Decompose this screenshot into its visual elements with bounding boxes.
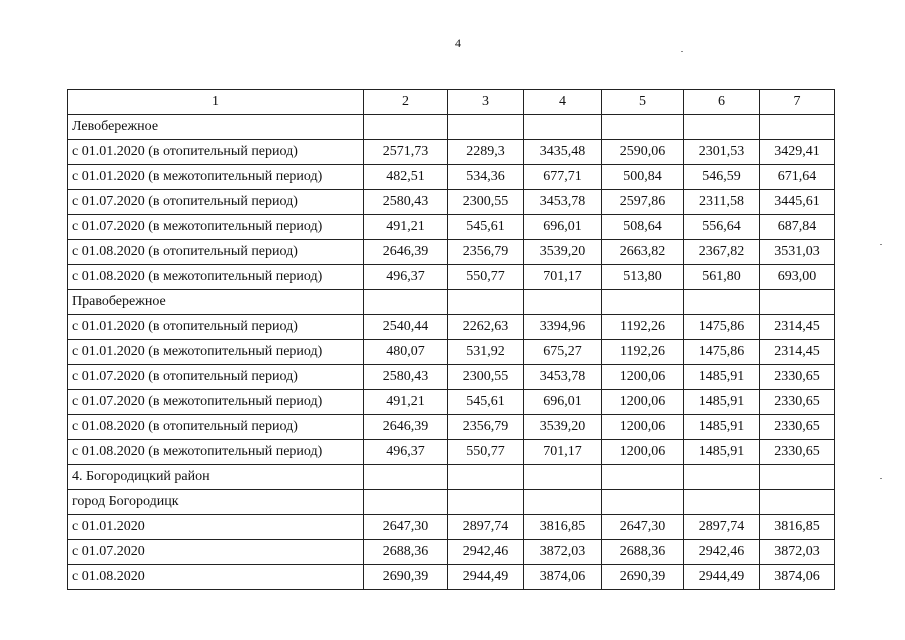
value-cell bbox=[364, 115, 448, 140]
value-cell: 2688,36 bbox=[602, 540, 684, 565]
table-row bbox=[68, 315, 835, 340]
value-cell: 491,21 bbox=[364, 390, 448, 415]
value-cell: 2300,55 bbox=[448, 190, 524, 215]
value-cell: 2571,73 bbox=[364, 140, 448, 165]
value-cell: 1192,26 bbox=[602, 340, 684, 365]
value-cell: 2688,36 bbox=[364, 540, 448, 565]
value-cell: 701,17 bbox=[524, 440, 602, 465]
section-title-cell: 4. Богородицкий район bbox=[68, 465, 364, 490]
period-name-cell: с 01.07.2020 (в межотопительный период) bbox=[68, 390, 364, 415]
tariff-table bbox=[67, 89, 835, 590]
value-cell: 696,01 bbox=[524, 390, 602, 415]
value-cell: 2367,82 bbox=[684, 240, 760, 265]
value-cell: 3872,03 bbox=[760, 540, 835, 565]
value-cell: 701,17 bbox=[524, 265, 602, 290]
value-cell: 491,21 bbox=[364, 215, 448, 240]
period-name-cell: с 01.08.2020 (в межотопительный период) bbox=[68, 265, 364, 290]
value-cell: 3539,20 bbox=[524, 240, 602, 265]
period-name-cell: с 01.08.2020 (в отопительный период) bbox=[68, 415, 364, 440]
value-cell: 1200,06 bbox=[602, 365, 684, 390]
value-cell: 696,01 bbox=[524, 215, 602, 240]
value-cell: 1485,91 bbox=[684, 440, 760, 465]
value-cell: 2944,49 bbox=[684, 565, 760, 590]
period-name-cell: с 01.01.2020 (в межотопительный период) bbox=[68, 165, 364, 190]
value-cell: 482,51 bbox=[364, 165, 448, 190]
section-title-cell: Левобережное bbox=[68, 115, 364, 140]
value-cell: 550,77 bbox=[448, 265, 524, 290]
value-cell bbox=[602, 490, 684, 515]
period-name-cell: с 01.07.2020 (в отопительный период) bbox=[68, 365, 364, 390]
value-cell: 3429,41 bbox=[760, 140, 835, 165]
value-cell: 1200,06 bbox=[602, 440, 684, 465]
value-cell: 545,61 bbox=[448, 390, 524, 415]
value-cell: 2311,58 bbox=[684, 190, 760, 215]
value-cell: 2647,30 bbox=[364, 515, 448, 540]
period-name-cell: с 01.01.2020 (в отопительный период) bbox=[68, 140, 364, 165]
value-cell: 2942,46 bbox=[684, 540, 760, 565]
value-cell bbox=[364, 490, 448, 515]
table-row bbox=[68, 515, 835, 540]
table-row bbox=[68, 365, 835, 390]
value-cell: 2647,30 bbox=[602, 515, 684, 540]
value-cell: 2300,55 bbox=[448, 365, 524, 390]
value-cell bbox=[760, 115, 835, 140]
section-row bbox=[68, 290, 835, 315]
value-cell: 3816,85 bbox=[760, 515, 835, 540]
value-cell bbox=[448, 490, 524, 515]
value-cell: 3453,78 bbox=[524, 190, 602, 215]
table-row bbox=[68, 390, 835, 415]
value-cell: 3874,06 bbox=[760, 565, 835, 590]
header-cell: 7 bbox=[760, 90, 835, 115]
table-row bbox=[68, 265, 835, 290]
header-cell: 4 bbox=[524, 90, 602, 115]
value-cell: 2330,65 bbox=[760, 365, 835, 390]
value-cell: 2330,65 bbox=[760, 415, 835, 440]
value-cell: 2690,39 bbox=[364, 565, 448, 590]
value-cell: 2356,79 bbox=[448, 240, 524, 265]
value-cell: 2356,79 bbox=[448, 415, 524, 440]
value-cell: 2663,82 bbox=[602, 240, 684, 265]
value-cell: 2897,74 bbox=[684, 515, 760, 540]
value-cell: 1485,91 bbox=[684, 415, 760, 440]
table-row bbox=[68, 165, 835, 190]
value-cell: 2289,3 bbox=[448, 140, 524, 165]
value-cell: 2262,63 bbox=[448, 315, 524, 340]
section-row bbox=[68, 465, 835, 490]
value-cell: 3445,61 bbox=[760, 190, 835, 215]
value-cell: 2540,44 bbox=[364, 315, 448, 340]
value-cell: 531,92 bbox=[448, 340, 524, 365]
value-cell bbox=[602, 115, 684, 140]
value-cell: 677,71 bbox=[524, 165, 602, 190]
value-cell: 546,59 bbox=[684, 165, 760, 190]
value-cell: 675,27 bbox=[524, 340, 602, 365]
section-row bbox=[68, 490, 835, 515]
value-cell: 2314,45 bbox=[760, 315, 835, 340]
period-name-cell: с 01.07.2020 (в отопительный период) bbox=[68, 190, 364, 215]
table-row bbox=[68, 565, 835, 590]
value-cell bbox=[602, 290, 684, 315]
value-cell: 561,80 bbox=[684, 265, 760, 290]
table-row bbox=[68, 415, 835, 440]
value-cell bbox=[364, 290, 448, 315]
value-cell: 2590,06 bbox=[602, 140, 684, 165]
value-cell bbox=[524, 290, 602, 315]
value-cell: 513,80 bbox=[602, 265, 684, 290]
scan-speck bbox=[880, 244, 882, 245]
table-header-row bbox=[68, 90, 835, 115]
header-cell: 5 bbox=[602, 90, 684, 115]
value-cell: 550,77 bbox=[448, 440, 524, 465]
value-cell bbox=[364, 465, 448, 490]
value-cell bbox=[684, 490, 760, 515]
value-cell bbox=[524, 490, 602, 515]
value-cell: 480,07 bbox=[364, 340, 448, 365]
value-cell: 3531,03 bbox=[760, 240, 835, 265]
value-cell: 1192,26 bbox=[602, 315, 684, 340]
period-name-cell: с 01.01.2020 (в межотопительный период) bbox=[68, 340, 364, 365]
value-cell: 2314,45 bbox=[760, 340, 835, 365]
value-cell: 3394,96 bbox=[524, 315, 602, 340]
value-cell: 693,00 bbox=[760, 265, 835, 290]
value-cell: 671,64 bbox=[760, 165, 835, 190]
value-cell bbox=[684, 290, 760, 315]
value-cell: 2897,74 bbox=[448, 515, 524, 540]
value-cell: 2580,43 bbox=[364, 190, 448, 215]
value-cell: 2301,53 bbox=[684, 140, 760, 165]
scan-speck bbox=[880, 478, 882, 479]
section-row bbox=[68, 115, 835, 140]
value-cell: 534,36 bbox=[448, 165, 524, 190]
table-body bbox=[68, 90, 835, 590]
period-name-cell: с 01.08.2020 bbox=[68, 565, 364, 590]
value-cell: 2597,86 bbox=[602, 190, 684, 215]
value-cell: 3453,78 bbox=[524, 365, 602, 390]
table-row bbox=[68, 540, 835, 565]
value-cell: 1200,06 bbox=[602, 390, 684, 415]
period-name-cell: с 01.08.2020 (в отопительный период) bbox=[68, 240, 364, 265]
value-cell: 2690,39 bbox=[602, 565, 684, 590]
value-cell: 1200,06 bbox=[602, 415, 684, 440]
value-cell bbox=[684, 115, 760, 140]
table-row bbox=[68, 140, 835, 165]
value-cell: 3872,03 bbox=[524, 540, 602, 565]
period-name-cell: с 01.01.2020 (в отопительный период) bbox=[68, 315, 364, 340]
table-row bbox=[68, 215, 835, 240]
value-cell: 1485,91 bbox=[684, 365, 760, 390]
section-title-cell: Правобережное bbox=[68, 290, 364, 315]
value-cell bbox=[524, 465, 602, 490]
period-name-cell: с 01.08.2020 (в межотопительный период) bbox=[68, 440, 364, 465]
value-cell: 2330,65 bbox=[760, 390, 835, 415]
value-cell: 496,37 bbox=[364, 440, 448, 465]
value-cell: 3539,20 bbox=[524, 415, 602, 440]
value-cell: 496,37 bbox=[364, 265, 448, 290]
table-row bbox=[68, 240, 835, 265]
value-cell: 1475,86 bbox=[684, 315, 760, 340]
value-cell: 500,84 bbox=[602, 165, 684, 190]
value-cell: 2580,43 bbox=[364, 365, 448, 390]
period-name-cell: с 01.01.2020 bbox=[68, 515, 364, 540]
header-cell: 6 bbox=[684, 90, 760, 115]
table-row bbox=[68, 190, 835, 215]
header-cell: 2 bbox=[364, 90, 448, 115]
value-cell bbox=[684, 465, 760, 490]
value-cell bbox=[448, 290, 524, 315]
value-cell: 2646,39 bbox=[364, 415, 448, 440]
table-row bbox=[68, 440, 835, 465]
value-cell bbox=[448, 115, 524, 140]
table-row bbox=[68, 340, 835, 365]
value-cell: 3435,48 bbox=[524, 140, 602, 165]
value-cell bbox=[524, 115, 602, 140]
header-cell: 3 bbox=[448, 90, 524, 115]
period-name-cell: с 01.07.2020 bbox=[68, 540, 364, 565]
value-cell bbox=[448, 465, 524, 490]
header-cell: 1 bbox=[68, 90, 364, 115]
value-cell: 508,64 bbox=[602, 215, 684, 240]
value-cell: 2944,49 bbox=[448, 565, 524, 590]
value-cell: 545,61 bbox=[448, 215, 524, 240]
value-cell: 556,64 bbox=[684, 215, 760, 240]
value-cell: 3874,06 bbox=[524, 565, 602, 590]
value-cell bbox=[760, 465, 835, 490]
value-cell: 2330,65 bbox=[760, 440, 835, 465]
section-title-cell: город Богородицк bbox=[68, 490, 364, 515]
value-cell: 2942,46 bbox=[448, 540, 524, 565]
page-number: 4 bbox=[455, 36, 461, 50]
value-cell: 1485,91 bbox=[684, 390, 760, 415]
value-cell: 687,84 bbox=[760, 215, 835, 240]
value-cell: 3816,85 bbox=[524, 515, 602, 540]
value-cell bbox=[602, 465, 684, 490]
scan-speck bbox=[681, 51, 683, 52]
value-cell: 2646,39 bbox=[364, 240, 448, 265]
value-cell: 1475,86 bbox=[684, 340, 760, 365]
value-cell bbox=[760, 290, 835, 315]
period-name-cell: с 01.07.2020 (в межотопительный период) bbox=[68, 215, 364, 240]
value-cell bbox=[760, 490, 835, 515]
